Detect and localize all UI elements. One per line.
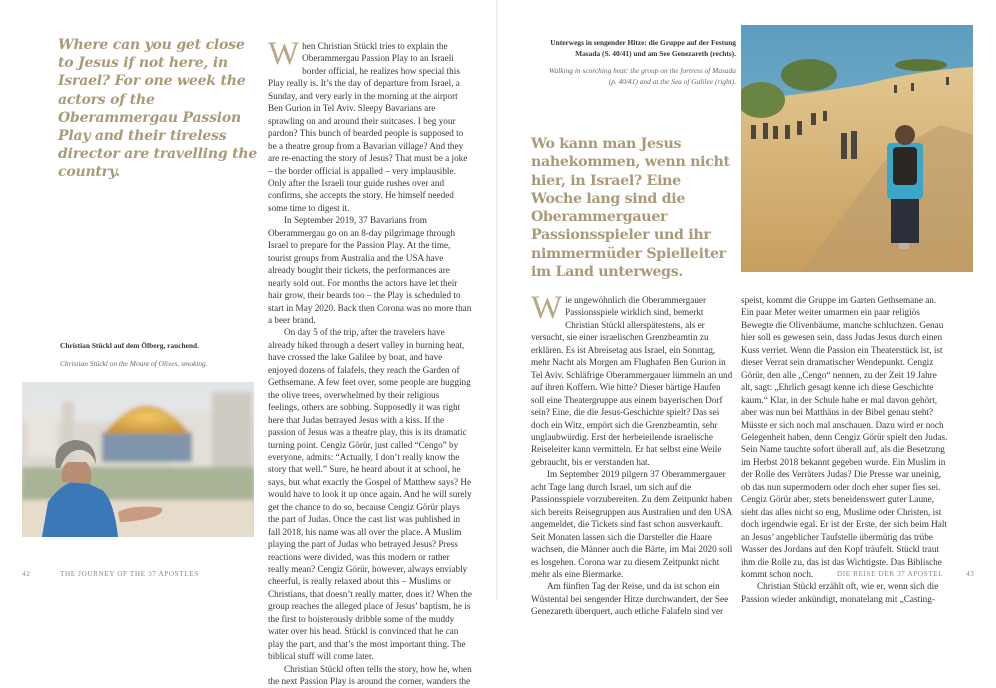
paragraph: Am fünften Tag der Reise, und da ist schon ein Wüstental bei sengender Hitze durchwandert, der See Genezareth überquert, auch etliche Falafeln sind ver xyxy=(531,581,729,617)
photo-caption-right xyxy=(540,38,736,87)
hiker-foreground xyxy=(887,125,923,249)
paragraph: ie ungewöhnlich die Oberammergauer Passionsspiele wirklich sind, bemerkt Christian Stückl allerspätestens, als er versucht, sie einer israelischen Grenzbeamtin zu erklären. Es ist Abreisetag aus Israel, ein Sonntag, mehr Nacht als Morgen am Flughafen Ben Gurion in Tel Aviv. Schläfrige Oberammergauer lümmeln an und auf ihren Koffern. Wie bitte? Dieser bärtige Haufen soll eine Theatergruppe aus einem bayerischen Dorf sein? Eine, die die Jesus-Geschichte spielt? Das sei doch ein Witz, empört sich die Grenzbeamtin, sehr unglaubwürdig. Erst der herbeieilende israelische Reiseleiter kann vermitteln. Er hat selbst eine Weile gebraucht, bis er verstanden hat. xyxy=(531,295,733,467)
caption-german: Unterwegs in sengender Hitze: die Gruppe auf der Festung Masada (S. 40/41) und am See Genezareth (rechts). xyxy=(550,38,736,58)
pull-quote-german: Wo kann man Jesus nahekommen, wenn nicht hier, in Israel? Eine Woche lang sind die Oberammergauer Passionsspieler und ihr nimmermüder Spielleiter im Land unterwegs. xyxy=(531,136,730,281)
article-body-german-column-1 xyxy=(531,290,736,618)
pull-quote-english: Where can you get close to Jesus if not here, in Israel? For one week the actors of the Oberammergau Passion Play and their tireless director are travelling the country. xyxy=(58,37,258,181)
paragraph: Christian Stückl often tells the story, how he, when the next Passion Play is around the corner, wanders the xyxy=(268,663,472,687)
caption-english: Walking in scorching heat: the group on the fortress of Masada (p. 40/41) and at the Sea of Galilee (right). xyxy=(549,66,736,86)
paragraph: On day 5 of the trip, after the travelers have already hiked through a desert valley in burning heat, have crossed the lake Galilee by boat, and have enjoyed dozens of falafels, they reach the Garden of Gethsemane. A few feet over, some people are hugging the olive trees, overwhelmed by their religious feelings, others are sobbing. Supposedly it was right here that Judas betrayed Jesus with a kiss. If the passion of Jesus was a theatre play, this is its dramatic turning point. Cengiz Görür, just called “Cengo” by everyone, admits: “Actually, I don’t really know the story that well.” Sure, he heard about it at school, he says, but what exactly the Gospel of Matthew says? He would have to look it up once again. And he will surely get the chance to do so, because Cengiz Görür plays the part of Judas. Once the cast list was published in fall 2018, his name was all over the place. A Muslim playing the part of Judas who betrayed Jesus? Press reactions were divided, was this modern or rather really mean? Cengiz Görür, however, always enviably cheerful, is really relaxed about this – Muslims or Christians, that doesn’t really matter, does it? When the group reaches the alleged place of Jesus’ baptism, he is the first to boisterously dribble some of the muddy water over his head. Stückl is convinced that he can play the part, and that’s the most important thing. The biblical stuff will come later. xyxy=(268,327,472,662)
photo-illustration xyxy=(741,25,973,272)
article-body-english xyxy=(268,36,472,688)
paragraph: speist, kommt die Gruppe im Garten Gethsemane an. Ein paar Meter weiter umarmen ein paar religiös Bewegte die Olivenbäume, manche schluchzen. Genau hier soll es gewesen sein, dass Judas Jesus durch einen Kuss verriet. Wenn die Passion ein Theaterstück ist, ist dieser Verrat sein dramatischer Wendepunkt. Cengiz Görür, den alle „Cengo“ nennen, zu der Zeit 19 Jahre alt, sagt: „Ehrlich gesagt kenne ich diese Geschichte kaum.“ Klar, in der Schule habe er mal davon gehört, aber was nun bei Matthäus in der Bibel genau steht? Müsste er sich noch mal anschauen. Dazu wird er noch Gelegenheit haben, denn Cengiz Görür spielt den Judas. Sein Name tauchte sofort überall auf, als die Besetzung im Herbst 2018 bekannt gegeben wurde. Ein Muslim in der Rolle des Verräters Judas? Die Presse war uneinig, ob das nun supermodern oder doch eher super fies sei. Cengiz Görür aber, stets beneidenswert guter Laune, sieht das alles nicht so eng, Muslime oder Christen, ist doch irgendwie egal. Er ist der Erste, der sich beim Halt an Jesus’ angeblicher Taufstelle übermütig das trübe Wasser des Jordans auf den Kopf träufelt. Stückl traut ihm die Rolle zu, das ist das Wichtigste. Das Biblische kommt schon noch. xyxy=(741,295,948,579)
paragraph: Im September 2019 pilgern 37 Oberammergauer acht Tage lang durch Israel, um sich auf die Passionsspiele vorzubereiten. Zu dem Zeitpunkt haben sich bereits Reisegruppen aus Australien und den USA angemeldet, die Tickets sind fast schon ausverkauft. Seit Monaten lassen sich die Darsteller die Haare wachsen, die Männer auch die Bärte, im Mai 2020 soll es losgehen. Corona war zu diesem Zeitpunkt nicht mehr als eine Biermarke. xyxy=(531,469,733,579)
photo-stueckl-mount-of-olives xyxy=(22,382,254,537)
drop-cap: W xyxy=(268,36,300,72)
page-number-left: 42 xyxy=(22,570,31,578)
photo-caption-left xyxy=(60,341,250,369)
drop-cap: W xyxy=(531,290,563,326)
paragraph: Christian Stückl erzählt oft, wie er, wenn sich die Passion wieder ankündigt, monatelang mit „Casting- xyxy=(741,581,939,604)
photo-illustration xyxy=(22,382,254,537)
paragraph: In September 2019, 37 Bavarians from Oberammergau go on an 8-day pilgrimage through Israel to prepare for the Passion Play. At the time, tourist groups from Australia and the USA have already bought their tickets, the performances are nearly sold out. For months the actors have let their hair grow, their beards too – the Play is scheduled to start in May 2020. Back then Corona was no more than a beer brand. xyxy=(268,215,472,325)
running-head-right: DIE REISE DER 37 APOSTEL xyxy=(837,570,944,578)
page-number-right: 43 xyxy=(966,570,975,578)
caption-english: Christian Stückl on the Mount of Olives, smoking. xyxy=(60,358,208,368)
left-page xyxy=(0,0,498,687)
article-body-german-column-2 xyxy=(741,294,949,605)
running-head-left: THE JOURNEY OF THE 37 APOSTLES xyxy=(60,570,199,578)
paragraph: hen Christian Stückl tries to explain the Oberammergau Passion Play to an Israeli border official, he realizes how special this Play really is. It’s the day of departure from Israel, a Sunday, and very early in the morning at the airport Ben Gurion in Tel Aviv. Sleepy Bavarians are sprawling on and around their suitcases. I beg your pardon? This bunch of bearded people is supposed to be a theatre group from a Bavarian village? And they are re-enacting the story of Jesus? That must be a joke – the border official is appalled – very implausible. Only after the Israeli tour guide rushes over and confirms, she accepts the story. He himself needed some time to digest it. xyxy=(268,41,468,213)
caption-german: Christian Stückl auf dem Ölberg, rauchend. xyxy=(60,341,199,350)
photo-hikers-sea-of-galilee xyxy=(741,25,973,272)
